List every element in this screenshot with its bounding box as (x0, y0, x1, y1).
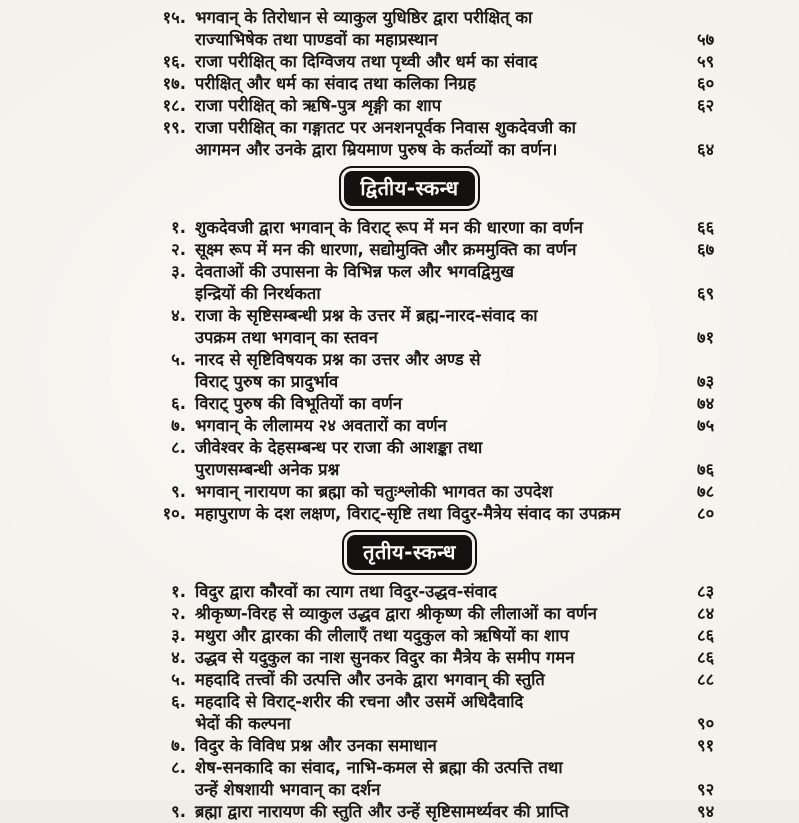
toc-entry (146, 349, 743, 393)
entry-title: राजा परीक्षित् को ऋषि-पुत्र शृङ्गी का शाप (195, 96, 442, 115)
section-entry-list (146, 217, 743, 525)
toc-entry (146, 239, 743, 261)
entry-number: ८. (171, 438, 186, 457)
entry-page-number: ९४ (697, 802, 715, 821)
entry-page-number: ६० (697, 74, 715, 93)
entry-page-number: ८४ (697, 604, 715, 623)
entry-title: भगवान् नारायण का ब्रह्मा को चतुःश्लोकी भागवत का उपदेश (195, 482, 553, 501)
toc-entry (146, 735, 743, 757)
entry-page-number: ५७ (697, 30, 715, 49)
toc-entry (146, 503, 743, 525)
entry-page-number: ८६ (697, 626, 715, 645)
toc-entry (146, 73, 743, 95)
entry-number: १६. (162, 52, 186, 71)
entry-page-number: ८० (697, 504, 715, 523)
entry-number: १. (171, 218, 186, 237)
entry-number: २. (171, 604, 186, 623)
entry-title: नारद से सृष्टिविषयक प्रश्न का उत्तर और अण्ड से विराट् पुरुष का प्रादुर्भाव (195, 350, 481, 391)
entry-title: राजा के सृष्टिसम्बन्धी प्रश्न के उत्तर में ब्रह्म-नारद-संवाद का उपक्रम तथा भगवान् का स्तवन (195, 306, 538, 347)
entry-page-number: ६९ (697, 284, 715, 303)
toc-entry (146, 305, 743, 349)
entry-title: देवताओं की उपासना के विभिन्न फल और भगवद्विमुख इन्द्रियों की निरर्थकता (195, 262, 515, 303)
entry-number: ८. (171, 758, 186, 777)
entry-number: ३. (171, 626, 186, 645)
entry-page-number: ७५ (697, 416, 715, 435)
toc-entry (146, 647, 743, 669)
entry-page-number: ७१ (697, 328, 715, 347)
entry-title: विराट् पुरुष की विभूतियों का वर्णन (195, 394, 403, 413)
toc-entry (146, 481, 743, 503)
entry-number: ९. (171, 802, 186, 821)
entry-title: जीवेश्वर के देहसम्बन्ध पर राजा की आशङ्का तथा पुराणसम्बन्धी अनेक प्रश्न (195, 438, 483, 479)
entry-number: १०. (162, 504, 186, 523)
toc-entry (146, 437, 743, 481)
entry-title: राजा परीक्षित् का गङ्गातट पर अनशनपूर्वक निवास शुकदेवजी का आगमन और उनके द्वारा म्रियमाण पुरुष के कर्तव्यों का वर्णन। (195, 118, 576, 159)
toc-entry (146, 691, 743, 735)
entry-title: ब्रह्मा द्वारा नारायण की स्तुति और उन्हें सृष्टिसामर्थ्यवर की प्राप्ति (195, 802, 569, 821)
entry-number: ७. (171, 736, 186, 755)
entry-page-number: ६२ (697, 96, 715, 115)
entry-page-number: ८८ (697, 670, 715, 689)
toc-entry (146, 217, 743, 239)
entry-title: महदादि से विराट्-शरीर की रचना और उसमें अधिदैवादि भेदों की कल्पना (195, 692, 524, 733)
entry-title: श्रीकृष्ण-विरह से व्याकुल उद्धव द्वारा श्रीकृष्ण की लीलाओं का वर्णन (195, 604, 597, 623)
entry-page-number: ७३ (697, 372, 715, 391)
entry-page-number: ८३ (697, 582, 715, 601)
toc-entry (146, 625, 743, 647)
entry-number: १९. (162, 118, 186, 137)
entry-number: ५. (171, 350, 186, 369)
entry-title: शेष-सनकादि का संवाद, नाभि-कमल से ब्रह्मा की उत्पत्ति तथा उन्हें शेषशायी भगवान् का दर्शन (195, 758, 563, 799)
toc-entry (146, 415, 743, 437)
entry-title: विदुर के विविध प्रश्न और उनका समाधान (195, 736, 437, 755)
entry-number: ५. (171, 670, 186, 689)
entry-page-number: ७४ (697, 394, 715, 413)
entry-number: २. (171, 240, 186, 259)
entry-title: महदादि तत्त्वों की उत्पत्ति और उनके द्वारा भगवान् की स्तुति (195, 670, 545, 689)
entry-number: ९. (171, 482, 186, 501)
entry-page-number: ५९ (697, 52, 715, 71)
entry-page-number: ६६ (697, 218, 715, 237)
toc-entry (146, 801, 743, 823)
toc-entry (146, 117, 743, 161)
entry-number: ४. (171, 306, 186, 325)
toc-entry (146, 757, 743, 801)
entry-page-number: ९० (697, 714, 715, 733)
entry-title: भगवान् के लीलामय २४ अवतारों का वर्णन (195, 416, 447, 435)
toc-entry (146, 261, 743, 305)
entry-number: १. (171, 582, 186, 601)
entry-number: ७. (171, 416, 186, 435)
entry-page-number: ९१ (697, 736, 715, 755)
entry-title: परीक्षित् और धर्म का संवाद तथा कलिका निग्रह (195, 74, 476, 93)
toc-entry (146, 393, 743, 415)
toc-entry (146, 603, 743, 625)
toc-entry (146, 581, 743, 603)
entry-title: भगवान् के तिरोधान से व्याकुल युधिष्ठिर द्वारा परीक्षित् का राज्याभिषेक तथा पाण्डवों का महाप्रस्थान (195, 8, 533, 49)
entry-number: १७. (162, 74, 186, 93)
entry-page-number: ७८ (697, 482, 715, 501)
entry-number: ३. (171, 262, 186, 281)
entry-page-number: ७६ (697, 460, 715, 479)
entry-title: शुकदेवजी द्वारा भगवान् के विराट् रूप में मन की धारणा का वर्णन (195, 218, 583, 237)
entry-number: ६. (171, 394, 186, 413)
entry-number: ६. (171, 692, 186, 711)
toc-entry (146, 7, 743, 51)
toc-section (146, 532, 743, 823)
section-heading-row (146, 532, 673, 573)
entry-title: सूक्ष्म रूप में मन की धारणा, सद्योमुक्ति और क्रममुक्ति का वर्णन (195, 240, 577, 259)
toc-section (146, 7, 743, 161)
section-entry-list (146, 7, 743, 161)
entry-number: १५. (162, 8, 186, 27)
toc-entry (146, 95, 743, 117)
section-heading: द्वितीय-स्कन्ध (341, 168, 477, 209)
entry-title: राजा परीक्षित् का दिग्विजय तथा पृथ्वी और धर्म का संवाद (195, 52, 538, 71)
entry-title: महापुराण के दश लक्षण, विराट्-सृष्टि तथा विदुर-मैत्रेय संवाद का उपक्रम (195, 504, 621, 523)
entry-page-number: ८६ (697, 648, 715, 667)
entry-title: उद्धव से यदुकुल का नाश सुनकर विदुर का मैत्रेय के समीप गमन (195, 648, 575, 667)
section-heading: तृतीय-स्कन्ध (344, 532, 475, 573)
entry-page-number: ६७ (697, 240, 715, 259)
toc-section (146, 168, 743, 525)
section-heading-row (146, 168, 673, 209)
entry-page-number: ६४ (697, 140, 715, 159)
toc-entry (146, 51, 743, 73)
entry-title: मथुरा और द्वारका की लीलाएँ तथा यदुकुल को ऋषियों का शाप (195, 626, 569, 645)
toc-entry (146, 669, 743, 691)
entry-number: १८. (162, 96, 186, 115)
section-entry-list (146, 581, 743, 823)
entry-title: विदुर द्वारा कौरवों का त्याग तथा विदुर-उद्धव-संवाद (195, 582, 497, 601)
toc-sections-container (146, 7, 743, 823)
entry-page-number: ९२ (697, 780, 715, 799)
entry-number: ४. (171, 648, 186, 667)
